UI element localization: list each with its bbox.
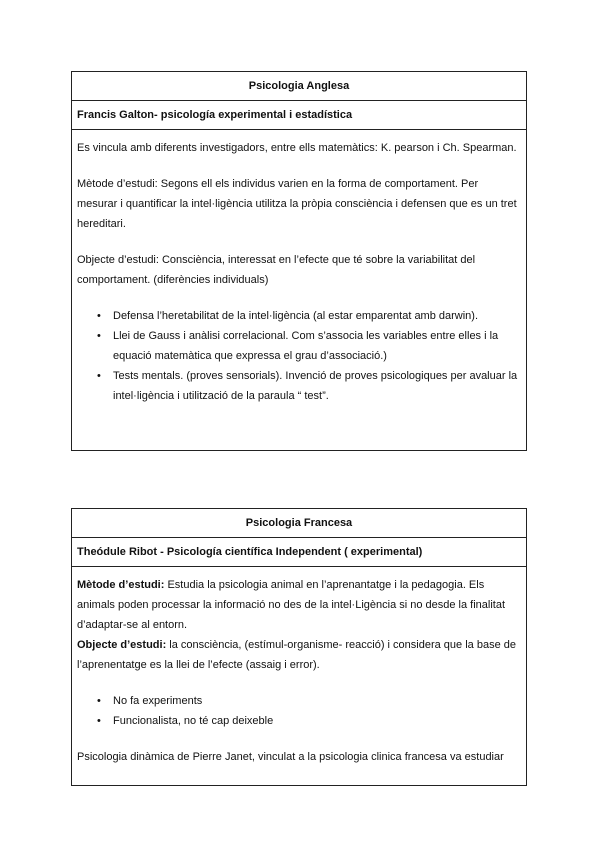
list-item: • Funcionalista, no té cap deixeble: [113, 711, 521, 731]
section-content: [72, 130, 526, 406]
section-subtitle: Francis Galton- psicología experimental i estadística: [72, 101, 526, 130]
section-title: Psicologia Francesa: [72, 509, 526, 538]
section-title: Psicologia Anglesa: [72, 72, 526, 101]
paragraph-method: Mètode d’estudi: Segons ell els individus varien en la forma de comportament. Per mesurar i quantificar la intel·ligència utilitza la pròpia consciència i defensen que es un tret hereditari.: [77, 178, 517, 230]
object-text: la consciència, (estímul-organisme- reacció) i considera que la base de l’aprenentatge es la llei de l’efecte (assaig i error).: [77, 639, 516, 671]
method-text: Estudia la psicologia animal en l’aprenantatge i la pedagogia. Els animals poden processar la informació no des de la intel·Ligència si no desde la finalitat d’adaptar-se al entorn.: [77, 579, 506, 631]
list-item: • Tests mentals. (proves sensorials). Invenció de proves psicologiques per avaluar la intel·ligència i utilització de la paraula “ test”.: [113, 366, 521, 406]
list-item: • No fa experiments: [113, 691, 521, 711]
section-psicologia-francesa: [71, 508, 527, 786]
section-subtitle: Theódule Ribot - Psicología científica Independent ( experimental): [72, 538, 526, 567]
object-label: Objecte d’estudi:: [77, 639, 167, 651]
method-label: Mètode d’estudi:: [77, 579, 165, 591]
paragraph-object: Objecte d’estudi: Consciència, interessat en l’efecte que té sobre la variabilitat del comportament. (diferències individuals): [77, 254, 476, 286]
bullet-list: [77, 691, 521, 731]
paragraph-intro: Es vincula amb diferents investigadors, entre ells matemàtics: K. pearson i Ch. Spearman.: [77, 142, 517, 154]
section-content: [72, 567, 526, 767]
list-item: • Defensa l’heretabilitat de la intel·ligència (al estar emparentat amb darwin).: [113, 306, 521, 326]
paragraph-closing: Psicologia dinàmica de Pierre Janet, vinculat a la psicologia clinica francesa va estudiar: [77, 751, 504, 763]
paragraph-method: [77, 575, 521, 635]
section-psicologia-anglesa: [71, 71, 527, 451]
bullet-list: [77, 306, 521, 406]
list-item: • Llei de Gauss i anàlisi correlacional. Com s’associa les variables entre elles i la equació matemàtica que expressa el grau d’associació.): [113, 326, 521, 366]
paragraph-object: [77, 635, 521, 675]
